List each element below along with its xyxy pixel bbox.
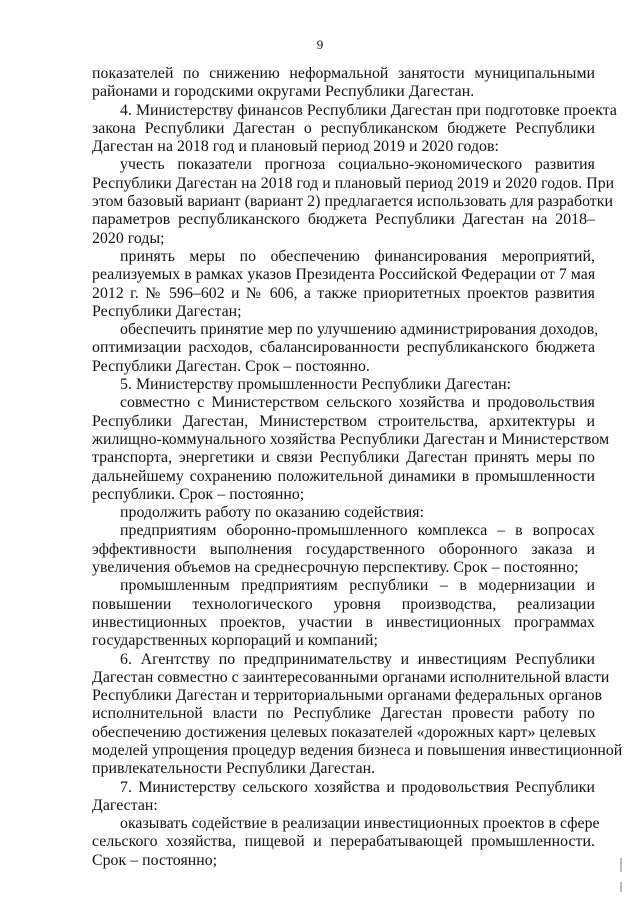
- paragraph-4: [92, 248, 595, 321]
- text-line: совместно с Министерством сельского хозяйства и продовольствия: [120, 394, 595, 412]
- paragraph-5: [92, 321, 599, 376]
- text-line: увеличения объемов на среднесрочную перспективу. Срок – постоянно;: [92, 559, 579, 577]
- text-line: закона Республики Дагестан о республиканском бюджете Республики: [92, 119, 595, 137]
- text-line: обеспечению достижения целевых показателей «дорожных карт» целевых: [92, 723, 597, 741]
- text-line: оказывать содействие в реализации инвестиционных проектов в сфере: [120, 815, 600, 833]
- text-line: Республики Дагестан;: [92, 302, 242, 320]
- scan-margin-mark: [620, 858, 622, 872]
- document-body: [92, 65, 623, 870]
- text-line: 2012 г. № 596–602 и № 606, а также приоритетных проектов развития: [92, 284, 595, 302]
- text-line: Республики Дагестан и территориальными органами федеральных органов: [92, 687, 603, 705]
- text-line: транспорта, энергетики и связи Республики Дагестан принять меры по: [92, 449, 595, 467]
- text-line: повышении технологического уровня производства, реализации: [92, 595, 595, 613]
- text-line: привлекательности Республики Дагестан.: [92, 760, 376, 778]
- text-line: реализуемых в рамках указов Президента Российской Федерации от 7 мая: [92, 266, 596, 284]
- text-line: предприятиям оборонно-промышленного комплекса – в вопросах: [120, 522, 595, 540]
- text-line: районами и городскими округами Республики Дагестан.: [92, 83, 475, 101]
- text-line: этом базовый вариант (вариант 2) предлагается использовать для разработки: [92, 193, 613, 211]
- text-line: промышленным предприятиям республики – в модернизации и: [120, 577, 595, 595]
- text-line: 2020 годы;: [92, 229, 165, 247]
- text-line: продолжить работу по оказанию содействия:: [120, 504, 425, 522]
- paragraph-11: [92, 650, 623, 779]
- text-line: моделей упрощения процедур ведения бизнеса и повышения инвестиционной: [92, 741, 623, 759]
- text-line: Республики Дагестан. Срок – постоянно.: [92, 357, 370, 375]
- paragraph-7: [92, 394, 610, 504]
- text-line: сельского хозяйства, пищевой и перерабатывающей промышленности.: [92, 833, 595, 851]
- text-line: дальнейшему сохранению положительной динамики в промышленности: [92, 467, 595, 485]
- text-line: показателей по снижению неформальной занятости муниципальными: [92, 65, 595, 82]
- text-line: 6. Агентству по предпринимательству и инвестициям Республики: [120, 650, 595, 668]
- paragraph-6: [92, 376, 595, 394]
- text-line: учесть показатели прогноза социально-экономического развития: [120, 156, 595, 174]
- text-line: Республики Дагестан, Министерством строительства, архитектуры и: [92, 412, 595, 430]
- text-line: эффективности выполнения государственного оборонного заказа и: [92, 540, 595, 558]
- text-line: Дагестан:: [92, 796, 158, 814]
- text-line: Республики Дагестан на 2018 год и плановый период 2019 и 2020 годов. При: [92, 174, 615, 192]
- text-line: оптимизации расходов, сбалансированности республиканского бюджета: [92, 339, 595, 357]
- paragraph-13: [92, 815, 600, 870]
- text-line: обеспечить принятие мер по улучшению администрирования доходов,: [120, 321, 599, 339]
- scan-margin-mark: [620, 882, 622, 892]
- text-line: жилищно-коммунального хозяйства Республики Дагестан и Министерством: [92, 430, 610, 448]
- text-line: 4. Министерству финансов Республики Дагестан при подготовке проекта: [120, 101, 617, 119]
- paragraph-12: [92, 779, 595, 816]
- text-line: инвестиционных проектов, участии в инвестиционных программах: [92, 613, 595, 631]
- paragraph-1: [92, 65, 595, 102]
- paragraph-10: [92, 577, 595, 650]
- text-line: принять меры по обеспечению финансирования мероприятий,: [120, 247, 595, 265]
- paragraph-9: [92, 522, 595, 577]
- page-number: 9: [316, 37, 324, 52]
- text-line: исполнительной власти по Республике Дагестан провести работу по: [92, 705, 595, 723]
- text-line: параметров республиканского бюджета Республики Дагестан на 2018–: [92, 211, 595, 229]
- text-line: Дагестан совместно с заинтересованными органами исполнительной власти: [92, 668, 610, 686]
- paragraph-8: [92, 504, 595, 522]
- text-line: Срок – постоянно;: [92, 851, 218, 869]
- paragraph-2: [92, 101, 617, 157]
- text-line: 7. Министерству сельского хозяйства и продовольствия Республики: [120, 778, 595, 796]
- text-line: республики. Срок – постоянно;: [92, 485, 305, 503]
- text-line: 5. Министерству промышленности Республики Дагестан:: [120, 376, 512, 394]
- text-line: Дагестан на 2018 год и плановый период 2019 и 2020 годов:: [92, 138, 499, 156]
- text-line: государственных корпораций и компаний;: [92, 632, 378, 650]
- paragraph-3: [92, 156, 615, 247]
